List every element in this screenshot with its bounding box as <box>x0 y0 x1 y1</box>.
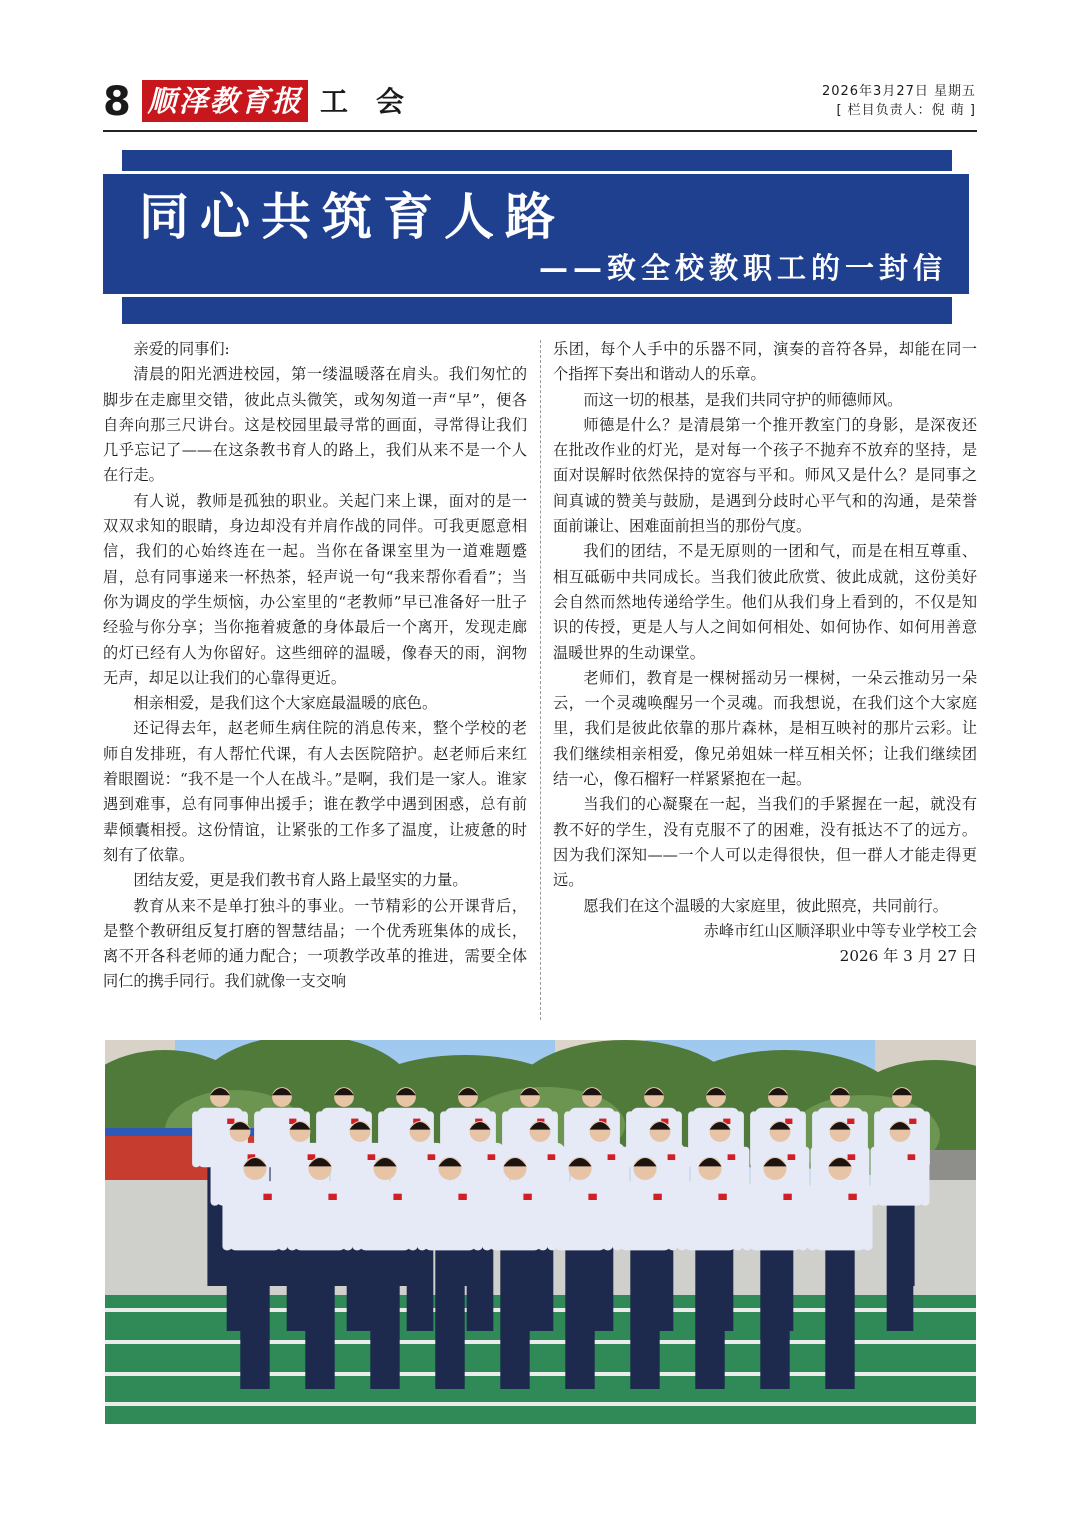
salutation: 亲爱的同事们: <box>133 340 230 358</box>
paragraph-continued: 乐团，每个人手中的乐器不同，演奏的音符各异，却能在同一个指挥下奏出和谐动人的乐章。 <box>553 340 977 384</box>
article-title: 同心共筑育人路 <box>139 188 566 246</box>
article-column-left <box>103 337 527 995</box>
paper-logo: 顺泽教育报 <box>142 80 308 122</box>
group-photo-illustration <box>105 1040 976 1424</box>
paragraph: 有人说，教师是孤独的职业。关起门来上课，面对的是一双双求知的眼睛，身边却没有并肩作战的同伴。可我更愿意相信，我们的心始终连在一起。当你在备课室里为一道难题蹙眉，总有同事递来一杯热茶，轻声说一句“我来帮你看看”；当你为调皮的学生烦恼，办公室里的“老教师”早已准备好一肚子经验与你分享；当你拖着疲惫的身体最后一个离开，发现走廊的灯已经有人为你留好。这些细碎的温暖，像春天的雨，润物无声，却足以让我们的心靠得更近。 <box>103 491 527 687</box>
column-editor: [ 栏目负责人：倪 萌 ] <box>836 103 976 118</box>
paragraph: 师德是什么？是清晨第一个推开教室门的身影，是深夜还在批改作业的灯光，是对每一个孩子不抛弃不放弃的坚持，是面对误解时依然保持的宽容与平和。师风又是什么？是同事之间真诚的赞美与鼓励，是遇到分歧时心平气和的沟通，是荣誉面前谦让、困难面前担当的那份气度。 <box>553 415 977 536</box>
paragraph: 还记得去年，赵老师生病住院的消息传来，整个学校的老师自发排班，有人帮忙代课，有人去医院陪护。赵老师后来红着眼圈说：“我不是一个人在战斗。”是啊，我们是一家人。谁家遇到难事，总有同事伸出援手；谁在教学中遇到困惑，总有前辈倾囊相授。这份情谊，让紧张的工作多了温度，让疲惫的时刻有了依靠。 <box>103 719 527 864</box>
paragraph: 清晨的阳光洒进校园，第一缕温暖落在肩头。我们匆忙的脚步在走廊里交错，彼此点头微笑，或匆匆道一声“早”，便各自奔向那三尺讲台。这是校园里最寻常的画面，寻常得让我们几乎忘记了——在这条教书育人的路上，我们从来不是一个人在行走。 <box>103 365 527 485</box>
paragraph: 教育从来不是单打独斗的事业。一节精彩的公开课背后，是整个教研组反复打磨的智慧结晶；一个优秀班集体的成长，离不开各科老师的通力配合；一项教学改革的推进，需要全体同仁的携手同行。我们就像一支交响 <box>103 896 527 991</box>
title-banner <box>100 171 972 297</box>
issue-info <box>822 82 976 120</box>
paragraph: 当我们的心凝聚在一起，当我们的手紧握在一起，就没有教不好的学生，没有克服不了的困难，没有抵达不了的远方。因为我们深知——一个人可以走得很快，但一群人才能走得更远。 <box>553 795 977 890</box>
paragraph: 愿我们在这个温暖的大家庭里，彼此照亮，共同前行。 <box>583 896 948 915</box>
paragraph: 而这一切的根基，是我们共同守护的师德师风。 <box>583 390 903 409</box>
paragraph: 团结友爱，更是我们教书育人路上最坚实的力量。 <box>133 871 468 890</box>
article-column-right <box>553 337 977 969</box>
page-number: 8 <box>103 79 131 125</box>
column-divider <box>540 340 541 1020</box>
issue-date: 2026年3月27日 星期五 <box>821 84 976 99</box>
masthead-rule <box>103 130 977 132</box>
group-photo <box>105 1040 976 1424</box>
signature-date: 2026 年 3 月 27 日 <box>839 947 977 966</box>
paragraph: 相亲相爱，是我们这个大家庭最温暖的底色。 <box>133 694 438 713</box>
paragraph: 老师们，教育是一棵树摇动另一棵树，一朵云推动另一朵云，一个灵魂唤醒另一个灵魂。而我想说，在我们这个大家庭里，我们是彼此依靠的那片森林，是相互映衬的那片云彩。让我们继续相亲相爱，像兄弟姐妹一样互相关怀；让我们继续团结一心，像石榴籽一样紧紧抱在一起。 <box>553 668 977 789</box>
paragraph: 我们的团结，不是无原则的一团和气，而是在相互尊重、相互砥砺中共同成长。当我们彼此欣赏、彼此成就，这份美好会自然而然地传递给学生。他们从我们身上看到的，不仅是知识的传授，更是人与人之间如何相处、如何协作、如何用善意温暖世界的生动课堂。 <box>553 542 977 662</box>
signature: 赤峰市红山区顺泽职业中等专业学校工会 <box>703 921 977 940</box>
article-subtitle: ——致全校教职工的一封信 <box>538 251 947 285</box>
section-title: 工会 <box>320 85 433 118</box>
